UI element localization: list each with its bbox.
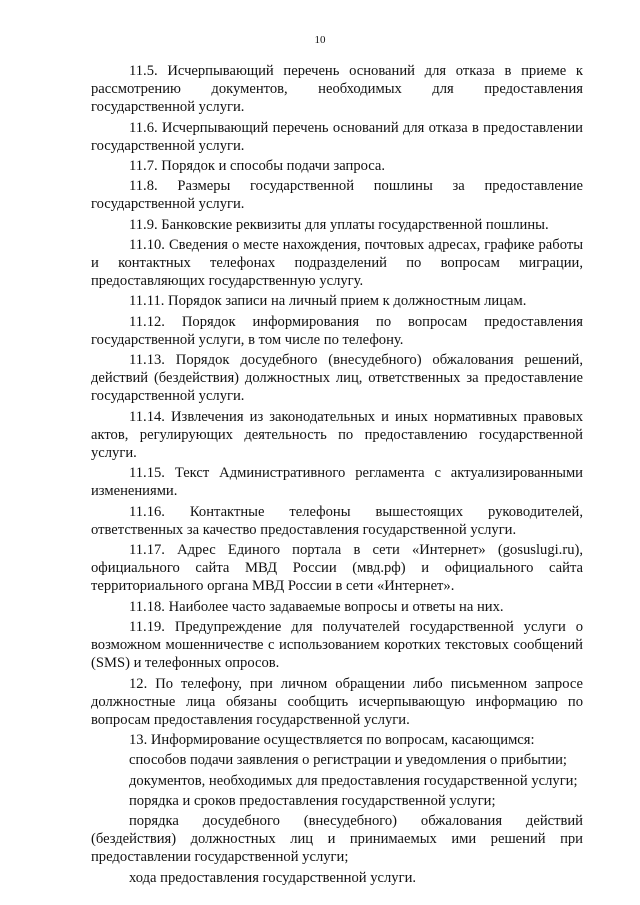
list-item-required-documents: документов, необходимых для предоставления государственной услуги;: [129, 772, 578, 789]
list-item-service-progress: хода предоставления государственной услуги.: [129, 869, 417, 886]
paragraph-11-6: 11.6. Исчерпывающий перечень оснований для отказа в предоставлении государственной услуги.: [91, 119, 583, 154]
paragraph-11-14: 11.14. Извлечения из законодательных и иных нормативных правовых актов, регулирующих деятельность по предоставлению государственной услуги.: [91, 408, 583, 462]
paragraph-11-13: 11.13. Порядок досудебного (внесудебного) обжалования решений, действий (бездействия) должностных лиц, ответственных за предоставление государственной услуги.: [91, 352, 583, 405]
paragraph-11-10: 11.10. Сведения о месте нахождения, почтовых адресах, графике работы и контактных телефонах подразделений по вопросам миграции, предоставляющих государственную услугу.: [91, 236, 583, 290]
paragraph-12: 12. По телефону, при личном обращении либо письменном запросе должностные лица обязаны сообщить исчерпывающую информацию по вопросам предоставления государственной услуги.: [91, 675, 583, 728]
list-item-application-methods: способов подачи заявления о регистрации и уведомления о прибытии;: [129, 752, 567, 769]
paragraph-13: 13. Информирование осуществляется по вопросам, касающимся:: [129, 732, 535, 749]
paragraph-11-17: 11.17. Адрес Единого портала в сети «Интернет» (gosuslugi.ru), официального сайта МВД России (мвд.рф) и официального сайта территориального органа МВД России в сети «Интернет».: [91, 542, 583, 595]
paragraph-11-19: 11.19. Предупреждение для получателей государственной услуги о возможном мошенничестве с использованием коротких текстовых сообщений (SMS) и телефонных опросов.: [91, 618, 583, 672]
list-item-appeal-procedure: порядка досудебного (внесудебного) обжалования действий (бездействия) должностных лиц и принимаемых ими решений при предоставлении государственной услуги;: [91, 812, 583, 866]
paragraph-11-7: 11.7. Порядок и способы подачи запроса.: [129, 158, 386, 175]
document-body: [91, 62, 583, 889]
paragraph-11-16: 11.16. Контактные телефоны вышестоящих руководителей, ответственных за качество предоставления государственной услуги.: [91, 503, 583, 538]
paragraph-11-9: 11.9. Банковские реквизиты для уплаты государственной пошлины.: [129, 216, 549, 233]
paragraph-11-11: 11.11. Порядок записи на личный прием к должностным лицам.: [129, 293, 527, 310]
list-item-procedure-and-terms: порядка и сроков предоставления государственной услуги;: [129, 792, 496, 809]
paragraph-11-18: 11.18. Наиболее часто задаваемые вопросы и ответы на них.: [129, 598, 504, 615]
page-number: 10: [314, 34, 326, 46]
paragraph-11-8: 11.8. Размеры государственной пошлины за предоставление государственной услуги.: [91, 178, 583, 213]
paragraph-11-12: 11.12. Порядок информирования по вопросам предоставления государственной услуги, в том числе по телефону.: [91, 313, 583, 348]
paragraph-11-15: 11.15. Текст Административного регламента с актуализированными изменениями.: [91, 465, 583, 500]
paragraph-11-5: 11.5. Исчерпывающий перечень оснований для отказа в приеме к рассмотрению документов, необходимых для предоставления государственной услуги.: [91, 63, 583, 116]
